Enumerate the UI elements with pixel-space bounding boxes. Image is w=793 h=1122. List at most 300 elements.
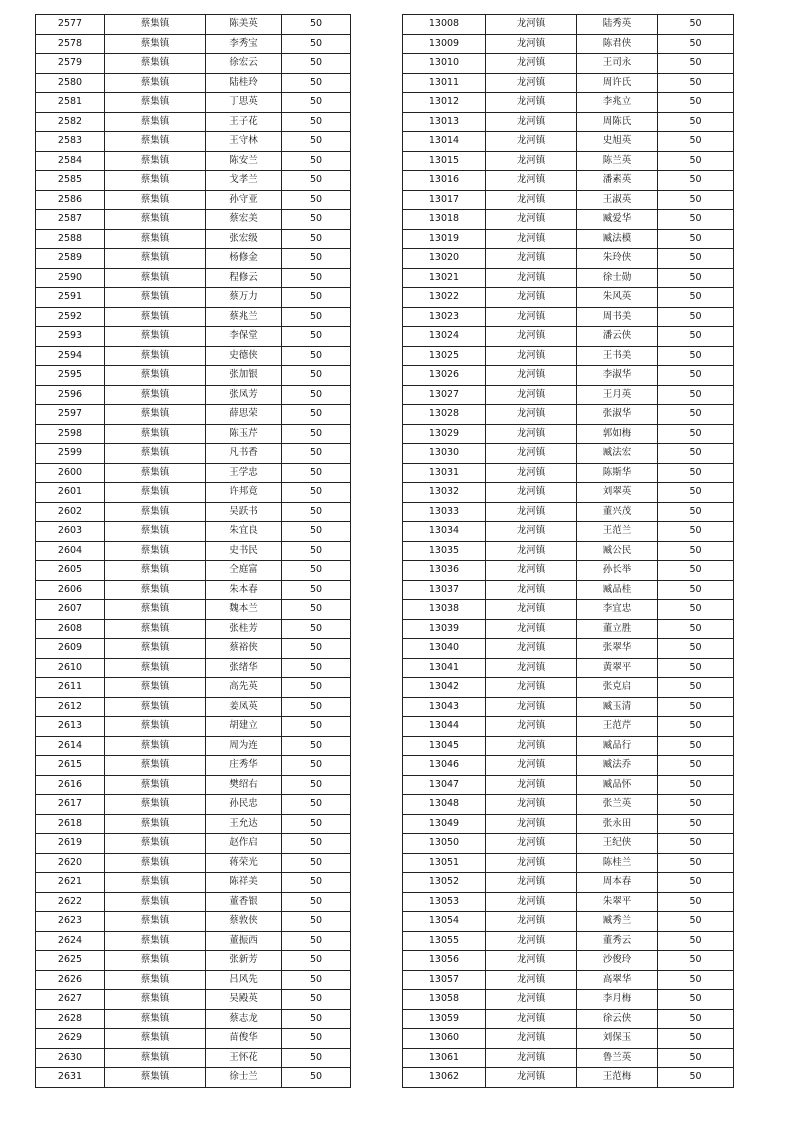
table-row <box>403 444 734 464</box>
serial-cell: 13018 <box>403 210 486 230</box>
town-cell: 龙河镇 <box>486 171 577 191</box>
name-cell: 臧公民 <box>577 541 658 561</box>
name-cell: 王允达 <box>206 814 282 834</box>
town-cell: 龙河镇 <box>486 483 577 503</box>
serial-cell: 13033 <box>403 502 486 522</box>
table-row <box>403 229 734 249</box>
serial-cell: 13056 <box>403 951 486 971</box>
serial-cell: 2592 <box>36 307 105 327</box>
amount-cell: 50 <box>282 444 351 464</box>
town-cell: 龙河镇 <box>486 561 577 581</box>
serial-cell: 13017 <box>403 190 486 210</box>
amount-cell: 50 <box>658 249 734 269</box>
town-cell: 蔡集镇 <box>105 697 206 717</box>
table-row <box>36 619 351 639</box>
amount-cell: 50 <box>282 346 351 366</box>
table-row <box>36 93 351 113</box>
amount-cell: 50 <box>658 463 734 483</box>
serial-cell: 13011 <box>403 73 486 93</box>
serial-cell: 13051 <box>403 853 486 873</box>
town-cell: 龙河镇 <box>486 15 577 35</box>
name-cell: 吴跃书 <box>206 502 282 522</box>
town-cell: 蔡集镇 <box>105 619 206 639</box>
serial-cell: 2594 <box>36 346 105 366</box>
name-cell: 朱风英 <box>577 288 658 308</box>
town-cell: 蔡集镇 <box>105 366 206 386</box>
amount-cell: 50 <box>282 853 351 873</box>
table-row <box>403 346 734 366</box>
town-cell: 龙河镇 <box>486 249 577 269</box>
amount-cell: 50 <box>658 327 734 347</box>
name-cell: 李淑华 <box>577 366 658 386</box>
serial-cell: 2607 <box>36 600 105 620</box>
name-cell: 张新芳 <box>206 951 282 971</box>
town-cell: 龙河镇 <box>486 1029 577 1049</box>
table-row <box>403 405 734 425</box>
serial-cell: 13057 <box>403 970 486 990</box>
amount-cell: 50 <box>282 717 351 737</box>
serial-cell: 13053 <box>403 892 486 912</box>
name-cell: 张宏级 <box>206 229 282 249</box>
table-row <box>403 853 734 873</box>
name-cell: 臧爱华 <box>577 210 658 230</box>
name-cell: 陆桂玲 <box>206 73 282 93</box>
amount-cell: 50 <box>658 346 734 366</box>
amount-cell: 50 <box>658 190 734 210</box>
table-row <box>403 658 734 678</box>
town-cell: 龙河镇 <box>486 931 577 951</box>
table-row <box>36 307 351 327</box>
name-cell: 王范兰 <box>577 522 658 542</box>
serial-cell: 13023 <box>403 307 486 327</box>
name-cell: 张加银 <box>206 366 282 386</box>
serial-cell: 2620 <box>36 853 105 873</box>
amount-cell: 50 <box>282 307 351 327</box>
name-cell: 陈祥美 <box>206 873 282 893</box>
serial-cell: 13021 <box>403 268 486 288</box>
serial-cell: 13016 <box>403 171 486 191</box>
amount-cell: 50 <box>658 151 734 171</box>
amount-cell: 50 <box>282 678 351 698</box>
serial-cell: 2599 <box>36 444 105 464</box>
table-row <box>36 541 351 561</box>
name-cell: 孙守亚 <box>206 190 282 210</box>
town-cell: 龙河镇 <box>486 405 577 425</box>
town-cell: 龙河镇 <box>486 697 577 717</box>
table-row <box>403 697 734 717</box>
table-row <box>403 502 734 522</box>
table-row <box>36 463 351 483</box>
name-cell: 史旭英 <box>577 132 658 152</box>
amount-cell: 50 <box>658 756 734 776</box>
table-row <box>403 171 734 191</box>
serial-cell: 2603 <box>36 522 105 542</box>
town-cell: 蔡集镇 <box>105 600 206 620</box>
town-cell: 蔡集镇 <box>105 307 206 327</box>
serial-cell: 2631 <box>36 1068 105 1088</box>
name-cell: 周本春 <box>577 873 658 893</box>
town-cell: 龙河镇 <box>486 112 577 132</box>
town-cell: 龙河镇 <box>486 229 577 249</box>
amount-cell: 50 <box>282 385 351 405</box>
table-row <box>36 346 351 366</box>
serial-cell: 2624 <box>36 931 105 951</box>
town-cell: 龙河镇 <box>486 814 577 834</box>
town-cell: 蔡集镇 <box>105 444 206 464</box>
serial-cell: 13028 <box>403 405 486 425</box>
town-cell: 龙河镇 <box>486 951 577 971</box>
table-row <box>36 522 351 542</box>
town-cell: 龙河镇 <box>486 463 577 483</box>
amount-cell: 50 <box>282 1048 351 1068</box>
name-cell: 徐士兰 <box>206 1068 282 1088</box>
name-cell: 李秀宝 <box>206 34 282 54</box>
town-cell: 龙河镇 <box>486 93 577 113</box>
name-cell: 苗俊华 <box>206 1029 282 1049</box>
town-cell: 蔡集镇 <box>105 561 206 581</box>
serial-cell: 13055 <box>403 931 486 951</box>
table-row <box>36 717 351 737</box>
table-row <box>36 795 351 815</box>
table-row <box>403 990 734 1010</box>
town-cell: 蔡集镇 <box>105 54 206 74</box>
town-cell: 蔡集镇 <box>105 171 206 191</box>
serial-cell: 2578 <box>36 34 105 54</box>
name-cell: 陈美英 <box>206 15 282 35</box>
table-row <box>36 132 351 152</box>
table-row <box>36 483 351 503</box>
table-row <box>403 814 734 834</box>
name-cell: 程修云 <box>206 268 282 288</box>
serial-cell: 13044 <box>403 717 486 737</box>
name-cell: 李兆立 <box>577 93 658 113</box>
amount-cell: 50 <box>658 54 734 74</box>
town-cell: 龙河镇 <box>486 444 577 464</box>
amount-cell: 50 <box>658 541 734 561</box>
serial-cell: 2602 <box>36 502 105 522</box>
amount-cell: 50 <box>658 561 734 581</box>
town-cell: 蔡集镇 <box>105 229 206 249</box>
table-row <box>403 951 734 971</box>
table-row <box>403 249 734 269</box>
town-cell: 蔡集镇 <box>105 1009 206 1029</box>
table-row <box>36 327 351 347</box>
name-cell: 潘素英 <box>577 171 658 191</box>
name-cell: 周陈氏 <box>577 112 658 132</box>
serial-cell: 2591 <box>36 288 105 308</box>
table-row <box>403 541 734 561</box>
town-cell: 龙河镇 <box>486 1048 577 1068</box>
town-cell: 龙河镇 <box>486 580 577 600</box>
town-cell: 蔡集镇 <box>105 873 206 893</box>
serial-cell: 2595 <box>36 366 105 386</box>
name-cell: 张绪华 <box>206 658 282 678</box>
name-cell: 朱翠平 <box>577 892 658 912</box>
name-cell: 刘翠英 <box>577 483 658 503</box>
serial-cell: 2577 <box>36 15 105 35</box>
town-cell: 蔡集镇 <box>105 424 206 444</box>
town-cell: 龙河镇 <box>486 619 577 639</box>
table-row <box>403 873 734 893</box>
town-cell: 蔡集镇 <box>105 717 206 737</box>
town-cell: 蔡集镇 <box>105 931 206 951</box>
serial-cell: 13020 <box>403 249 486 269</box>
table-row <box>36 678 351 698</box>
amount-cell: 50 <box>282 249 351 269</box>
town-cell: 龙河镇 <box>486 288 577 308</box>
name-cell: 凡书香 <box>206 444 282 464</box>
town-cell: 龙河镇 <box>486 1009 577 1029</box>
name-cell: 臧品怀 <box>577 775 658 795</box>
town-cell: 龙河镇 <box>486 756 577 776</box>
amount-cell: 50 <box>658 366 734 386</box>
town-cell: 蔡集镇 <box>105 834 206 854</box>
serial-cell: 13024 <box>403 327 486 347</box>
name-cell: 史书民 <box>206 541 282 561</box>
amount-cell: 50 <box>658 112 734 132</box>
name-cell: 蒋荣光 <box>206 853 282 873</box>
serial-cell: 13015 <box>403 151 486 171</box>
amount-cell: 50 <box>658 814 734 834</box>
name-cell: 王纪侠 <box>577 834 658 854</box>
name-cell: 张凤芳 <box>206 385 282 405</box>
town-cell: 蔡集镇 <box>105 327 206 347</box>
amount-cell: 50 <box>658 639 734 659</box>
amount-cell: 50 <box>282 327 351 347</box>
table-row <box>36 190 351 210</box>
amount-cell: 50 <box>282 34 351 54</box>
amount-cell: 50 <box>658 580 734 600</box>
name-cell: 陈玉芹 <box>206 424 282 444</box>
town-cell: 龙河镇 <box>486 327 577 347</box>
amount-cell: 50 <box>282 1029 351 1049</box>
table-row <box>403 151 734 171</box>
amount-cell: 50 <box>282 210 351 230</box>
serial-cell: 2597 <box>36 405 105 425</box>
serial-cell: 13040 <box>403 639 486 659</box>
town-cell: 龙河镇 <box>486 639 577 659</box>
table-row <box>36 970 351 990</box>
amount-cell: 50 <box>282 600 351 620</box>
serial-cell: 13036 <box>403 561 486 581</box>
name-cell: 吕风先 <box>206 970 282 990</box>
name-cell: 史德侠 <box>206 346 282 366</box>
name-cell: 王范梅 <box>577 1068 658 1088</box>
name-cell: 王淑英 <box>577 190 658 210</box>
town-cell: 龙河镇 <box>486 1068 577 1088</box>
serial-cell: 2605 <box>36 561 105 581</box>
name-cell: 周为连 <box>206 736 282 756</box>
serial-cell: 13032 <box>403 483 486 503</box>
table-row <box>36 658 351 678</box>
amount-cell: 50 <box>658 229 734 249</box>
town-cell: 蔡集镇 <box>105 151 206 171</box>
town-cell: 蔡集镇 <box>105 483 206 503</box>
table-row <box>403 619 734 639</box>
town-cell: 蔡集镇 <box>105 463 206 483</box>
table-row <box>36 1068 351 1088</box>
table-row <box>36 756 351 776</box>
name-cell: 董香银 <box>206 892 282 912</box>
table-row <box>403 463 734 483</box>
amount-cell: 50 <box>658 697 734 717</box>
name-cell: 陈君侠 <box>577 34 658 54</box>
table-row <box>403 73 734 93</box>
town-cell: 蔡集镇 <box>105 970 206 990</box>
town-cell: 龙河镇 <box>486 346 577 366</box>
table-row <box>36 54 351 74</box>
name-cell: 臧法乔 <box>577 756 658 776</box>
name-cell: 郭如梅 <box>577 424 658 444</box>
amount-cell: 50 <box>658 522 734 542</box>
name-cell: 高翠华 <box>577 970 658 990</box>
table-row <box>403 1048 734 1068</box>
name-cell: 臧法模 <box>577 229 658 249</box>
town-cell: 龙河镇 <box>486 990 577 1010</box>
table-row <box>36 210 351 230</box>
town-cell: 龙河镇 <box>486 600 577 620</box>
town-cell: 龙河镇 <box>486 775 577 795</box>
name-cell: 董振西 <box>206 931 282 951</box>
name-cell: 董立胜 <box>577 619 658 639</box>
name-cell: 姜凤英 <box>206 697 282 717</box>
town-cell: 蔡集镇 <box>105 541 206 561</box>
serial-cell: 13026 <box>403 366 486 386</box>
name-cell: 刘保玉 <box>577 1029 658 1049</box>
serial-cell: 13046 <box>403 756 486 776</box>
serial-cell: 2590 <box>36 268 105 288</box>
table-row <box>403 795 734 815</box>
amount-cell: 50 <box>282 892 351 912</box>
serial-cell: 2588 <box>36 229 105 249</box>
town-cell: 龙河镇 <box>486 73 577 93</box>
town-cell: 蔡集镇 <box>105 639 206 659</box>
name-cell: 周许氏 <box>577 73 658 93</box>
amount-cell: 50 <box>282 483 351 503</box>
amount-cell: 50 <box>282 15 351 35</box>
amount-cell: 50 <box>282 112 351 132</box>
amount-cell: 50 <box>658 210 734 230</box>
serial-cell: 2596 <box>36 385 105 405</box>
serial-cell: 2601 <box>36 483 105 503</box>
name-cell: 臧法宏 <box>577 444 658 464</box>
serial-cell: 13050 <box>403 834 486 854</box>
name-cell: 臧秀兰 <box>577 912 658 932</box>
name-cell: 戈孝兰 <box>206 171 282 191</box>
town-cell: 蔡集镇 <box>105 1048 206 1068</box>
amount-cell: 50 <box>282 951 351 971</box>
amount-cell: 50 <box>282 151 351 171</box>
name-cell: 陈斯华 <box>577 463 658 483</box>
table-row <box>403 1068 734 1088</box>
table-row <box>403 1009 734 1029</box>
amount-cell: 50 <box>658 1048 734 1068</box>
town-cell: 蔡集镇 <box>105 346 206 366</box>
town-cell: 蔡集镇 <box>105 678 206 698</box>
amount-cell: 50 <box>282 834 351 854</box>
table-row <box>403 970 734 990</box>
name-cell: 张兰英 <box>577 795 658 815</box>
amount-cell: 50 <box>282 366 351 386</box>
table-row <box>403 93 734 113</box>
table-row <box>36 171 351 191</box>
name-cell: 赵作启 <box>206 834 282 854</box>
town-cell: 龙河镇 <box>486 54 577 74</box>
serial-cell: 2587 <box>36 210 105 230</box>
town-cell: 龙河镇 <box>486 210 577 230</box>
amount-cell: 50 <box>282 73 351 93</box>
name-cell: 张桂芳 <box>206 619 282 639</box>
name-cell: 李宜忠 <box>577 600 658 620</box>
serial-cell: 2583 <box>36 132 105 152</box>
left-roster-table <box>35 14 351 1088</box>
serial-cell: 13058 <box>403 990 486 1010</box>
amount-cell: 50 <box>658 990 734 1010</box>
amount-cell: 50 <box>282 229 351 249</box>
serial-cell: 13014 <box>403 132 486 152</box>
serial-cell: 2579 <box>36 54 105 74</box>
name-cell: 蔡敦侠 <box>206 912 282 932</box>
amount-cell: 50 <box>658 171 734 191</box>
name-cell: 孙民忠 <box>206 795 282 815</box>
serial-cell: 13043 <box>403 697 486 717</box>
amount-cell: 50 <box>658 34 734 54</box>
town-cell: 蔡集镇 <box>105 502 206 522</box>
table-row <box>403 736 734 756</box>
table-row <box>403 892 734 912</box>
name-cell: 薛思荣 <box>206 405 282 425</box>
serial-cell: 13052 <box>403 873 486 893</box>
serial-cell: 13038 <box>403 600 486 620</box>
town-cell: 蔡集镇 <box>105 775 206 795</box>
name-cell: 朱本春 <box>206 580 282 600</box>
serial-cell: 2604 <box>36 541 105 561</box>
table-row <box>36 834 351 854</box>
name-cell: 徐云侠 <box>577 1009 658 1029</box>
serial-cell: 2582 <box>36 112 105 132</box>
table-row <box>403 34 734 54</box>
name-cell: 蔡裕侠 <box>206 639 282 659</box>
serial-cell: 2627 <box>36 990 105 1010</box>
amount-cell: 50 <box>658 931 734 951</box>
serial-cell: 2629 <box>36 1029 105 1049</box>
town-cell: 蔡集镇 <box>105 736 206 756</box>
table-row <box>403 522 734 542</box>
table-row <box>36 73 351 93</box>
serial-cell: 13022 <box>403 288 486 308</box>
serial-cell: 13039 <box>403 619 486 639</box>
name-cell: 陆秀英 <box>577 15 658 35</box>
table-row <box>403 600 734 620</box>
table-row <box>36 600 351 620</box>
town-cell: 蔡集镇 <box>105 15 206 35</box>
table-row <box>36 385 351 405</box>
amount-cell: 50 <box>658 424 734 444</box>
amount-cell: 50 <box>658 775 734 795</box>
serial-cell: 13010 <box>403 54 486 74</box>
town-cell: 蔡集镇 <box>105 814 206 834</box>
amount-cell: 50 <box>658 658 734 678</box>
table-row <box>36 814 351 834</box>
table-row <box>36 1029 351 1049</box>
table-row <box>36 288 351 308</box>
amount-cell: 50 <box>282 775 351 795</box>
name-cell: 张淑华 <box>577 405 658 425</box>
amount-cell: 50 <box>658 444 734 464</box>
name-cell: 陈安兰 <box>206 151 282 171</box>
serial-cell: 2609 <box>36 639 105 659</box>
table-row <box>36 912 351 932</box>
